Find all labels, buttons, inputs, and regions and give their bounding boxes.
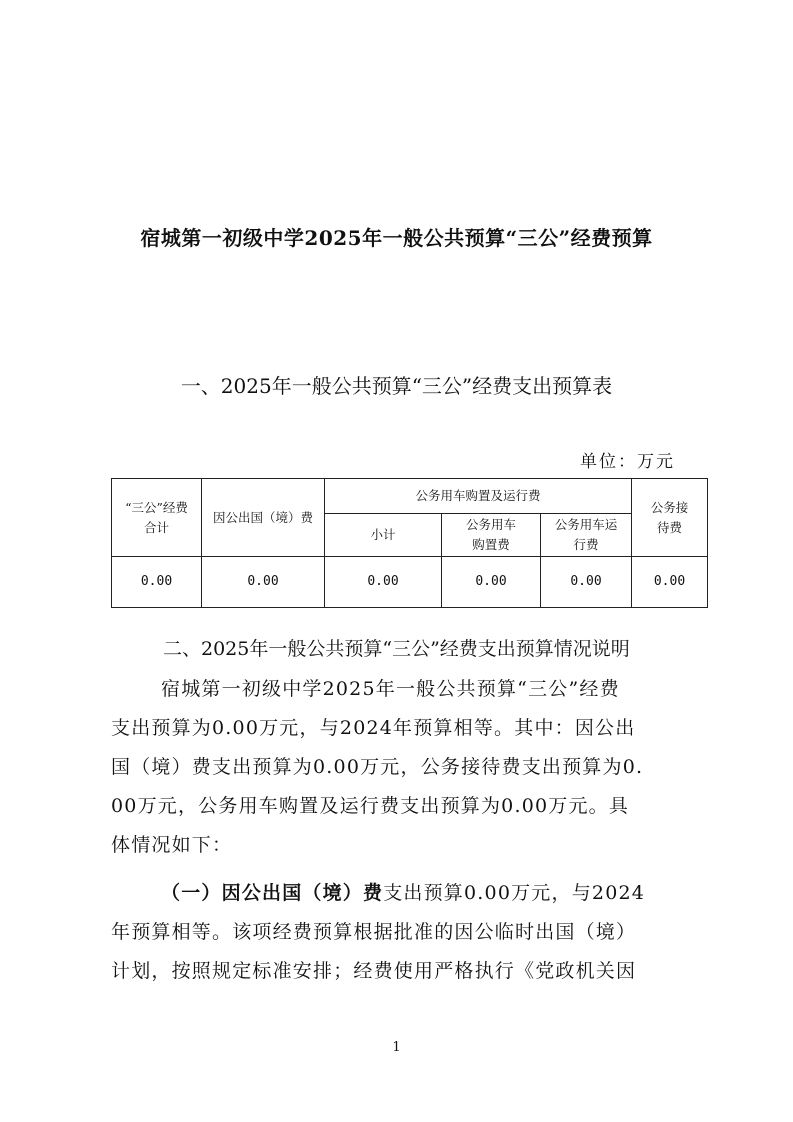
header-reception: 公务接待费: [632, 479, 708, 557]
section1-title: 一、2025年一般公共预算“三公”经费支出预算表: [180, 374, 613, 398]
budget-table: [111, 478, 708, 608]
table-header-row: [112, 479, 708, 514]
paragraph-line: 00万元，公务用车购置及运行费支出预算为0.00万元。具: [111, 795, 630, 817]
document-title: 宿城第一初级中学2025年一般公共预算“三公”经费预算: [140, 226, 653, 250]
page-number: 1: [392, 1040, 401, 1055]
subsection-heading: （一）因公出国（境）费: [161, 882, 384, 904]
paragraph-line: 支出预算为0.00万元，与2024年预算相等。其中：因公出: [111, 717, 636, 739]
header-abroad: 因公出国（境）费: [202, 479, 325, 557]
value-subtotal: 0.00: [325, 557, 442, 608]
paragraph-line: （一）因公出国（境）费支出预算0.00万元，与2024: [161, 882, 646, 904]
header-vehicle-purchase: 公务用车购置费: [442, 514, 541, 557]
header-subtotal: 小计: [325, 514, 442, 557]
table-row: [112, 557, 708, 608]
value-vehicle-operation: 0.00: [541, 557, 632, 608]
header-vehicle-group: 公务用车购置及运行费: [325, 479, 632, 514]
value-vehicle-purchase: 0.00: [442, 557, 541, 608]
unit-label: 单位：万元: [580, 452, 675, 472]
paragraph-1: [111, 670, 683, 865]
header-vehicle-operation: 公务用车运行费: [541, 514, 632, 557]
paragraph-line: 体情况如下：: [111, 834, 233, 856]
paragraph-2: [111, 874, 683, 991]
paragraph-line: 年预算相等。该项经费预算根据批准的因公临时出国（境）: [111, 921, 637, 943]
paragraph-line: 计划，按照规定标准安排；经费使用严格执行《党政机关因: [111, 960, 637, 982]
paragraph-line: 国（境）费支出预算为0.00万元，公务接待费支出预算为0.: [111, 756, 644, 778]
header-total: “三公”经费合计: [112, 479, 202, 557]
value-reception: 0.00: [632, 557, 708, 608]
value-total: 0.00: [112, 557, 202, 608]
section2-title: 二、2025年一般公共预算“三公”经费支出预算情况说明: [163, 638, 630, 660]
paragraph-line: 宿城第一初级中学2025年一般公共预算“三公”经费: [161, 678, 620, 700]
value-abroad: 0.00: [202, 557, 325, 608]
